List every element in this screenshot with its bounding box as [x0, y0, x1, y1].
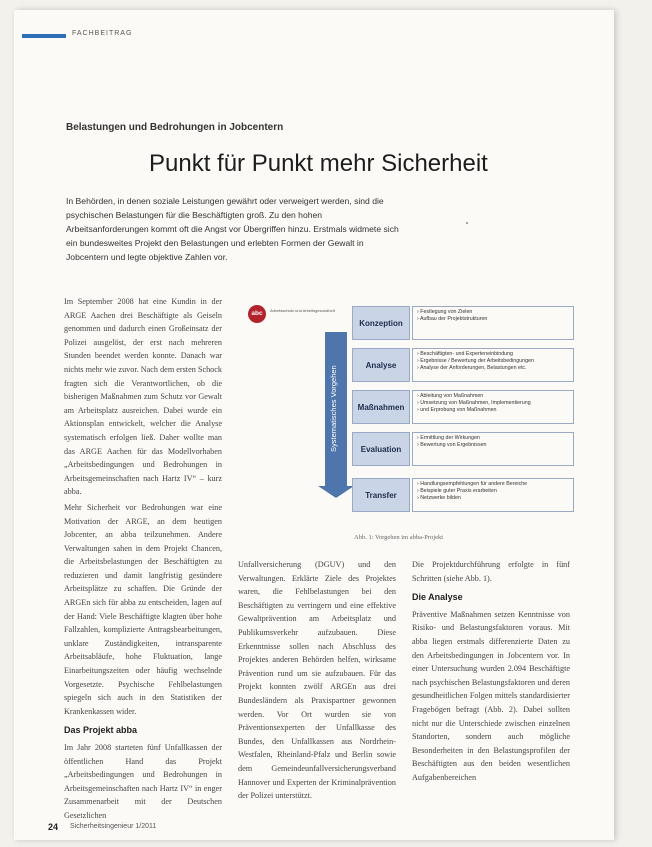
stage-items	[412, 432, 574, 466]
magazine-page	[14, 10, 614, 840]
paragraph: Unfallversicherung (DGUV) und den Verwaltungen. Erklärte Ziele des Projektes waren, die Fehlbelastungen bei den Beschäftigten zu verringern und eine effektive Gewaltprävention am Arbeitsplatz und Publikumsverkehr aufzubauen. Diese Erkenntnisse sollen nach Abschluss des Projektes anderen Behörden helfen, wirksame Prävention rund um sie aufzubauen. Für das Projekt konnten zwölf ARGEn aus drei Bundesländern als Praxispartner gewonnen werden. Vor Ort wurden sie von Präventionsexperten der Unfallkasse des Bundes, den Unfallkassen aus Nordrhein-Westfalen, Rheinland-Pfalz und Berlin sowie dem Gemeindeunfallversicherungsverband Hannover und Experten der Kriminalprävention der Polizei unterstützt.	[238, 560, 396, 801]
stage-item: › Ermittlung der Wirkungen	[417, 435, 480, 441]
stage-name: Konzeption	[352, 306, 410, 340]
arrow-head-icon	[318, 486, 354, 498]
stage-item: › Beispiele guter Praxis erarbeiten	[417, 488, 497, 494]
stage-item: › Netzwerke bilden	[417, 495, 461, 501]
stage-item: › und Erprobung von Maßnahmen	[417, 407, 497, 413]
diagram-stage	[352, 306, 574, 340]
body-column-2	[238, 558, 396, 820]
stage-item: › Umsetzung von Maßnahmen, Implementierung	[417, 400, 531, 406]
paragraph: Mehr Sicherheit vor Bedrohungen war eine Motivation der ARGE, an dem heutigen Jobcenter, an abba teilzunehmen. Andere Verwaltungen sahen in dem Projekt Chancen, die Arbeitsbelastungen der Beschäftigten zu reduzieren und damit langfristig gesündere Arbeitsplätze zu schaffen. Die Gründe der ARGEn sich für abba zu entscheiden, lagen auf der Hand: Viele Beschäftigte klagten über hohe Fallzahlen, komplizierte Antragsbearbeitungen, unklare Zuständigkeiten, intransparente Arbeitsabläufe, hohe Fluktuation, lange Einarbeitungszeiten oder häufig wechselnde Vorgesetzte. Psychische Fehlbelastungen spiegeln sich auch in den Statistiken der Krankenkassen wider.	[64, 502, 222, 716]
process-diagram	[234, 300, 574, 535]
header-accent-bar	[22, 34, 66, 38]
subheading: Die Analyse	[412, 592, 463, 603]
stage-items	[412, 348, 574, 382]
diagram-stage	[352, 478, 574, 512]
stage-item: › Beschäftigten- und Experteneinbindung	[417, 351, 513, 357]
stage-items	[412, 478, 574, 512]
stage-name: Evaluation	[352, 432, 410, 466]
stage-item: › Bewertung von Ergebnissen	[417, 442, 487, 448]
paragraph: Im September 2008 hat eine Kundin in der ARGE Aachen drei Beschäftigte als Geiseln genommen und dadurch einen Großeinsatz der Polizei ausgelöst, der erst nach mehreren Stunden beendet werden konnte. Danach war nichts mehr wie zuvor. Nach dem ersten Schock fragten sich die Verantwortlichen, ob die bisherigen Maßnahmen zum Schutz vor Gewalt am Arbeitsplatz ausreichen. Dabei wurde ein Aktionsplan entwickelt, welcher die Analyse systematisch erfolgen ließ. Daher wollte man das ARGE Aachen für das Modellvorhaben „Arbeitsbedingungen und Bedrohungen in Arbeitsgemeinschaften nach Hartz IV“ – kurz abba.	[64, 297, 222, 497]
subheading: Das Projekt abba	[64, 725, 138, 736]
publication-name: Sicherheitsingenieur 1/2011	[70, 823, 157, 830]
arrow-label: Systematisches Vorgehen	[329, 365, 338, 453]
stage-name: Maßnahmen	[352, 390, 410, 424]
stage-item: › Analyse der Anforderungen, Belastungen etc.	[417, 365, 527, 371]
speck	[466, 222, 468, 224]
stage-items	[412, 306, 574, 340]
paragraph: Die Projektdurchführung erfolgte in fünf Schritten (siehe Abb. 1).	[412, 560, 570, 583]
section-label: FACHBEITRAG	[72, 30, 133, 37]
logo-subtitle: Arbeitsschutz und Arbeitsgesundheit	[270, 308, 335, 313]
stage-item: › Aufbau der Projektstrukturen	[417, 316, 488, 322]
diagram-stage	[352, 348, 574, 382]
page-number: 24	[48, 822, 59, 832]
abba-logo: abc	[248, 305, 266, 323]
diagram-stage	[352, 390, 574, 424]
stage-item: › Handlungsempfehlungen für andere Bereiche	[417, 481, 528, 487]
article-kicker: Belastungen und Bedrohungen in Jobcentern	[66, 122, 284, 133]
stage-name: Transfer	[352, 478, 410, 512]
body-column-1	[64, 295, 222, 820]
stage-item: › Ergebnisse / Bewertung der Arbeitsbedingungen	[417, 358, 534, 364]
stage-item: › Festlegung von Zielen	[417, 309, 473, 315]
diagram-stage	[352, 432, 574, 466]
paragraph: Präventive Maßnahmen setzen Kenntnisse von Risiko- und Belastungsfaktoren voraus. Mit abba liegen erstmals differenzierte Daten zu den Arbeitsbedingungen in Jobcentern vor. In einer Untersuchung wurden 2.094 Beschäftigte nach psychischen Belastungsfaktoren und deren gesundheitlichen Folgen mittels standardisierter Fragebögen befragt (Abb. 2). Dabei sollten nicht nur die Unterschiede zwischen einzelnen Standorten, sondern auch mögliche Besonderheiten in den Belastungsprofilen der Beschäftigten aus den beiden wesentlichen Aufgabenbereichen	[412, 609, 570, 782]
body-column-3	[412, 558, 570, 820]
article-lead: In Behörden, in denen soziale Leistungen gewährt oder verweigert werden, sind die psychischen Belastungen für die Beschäftigten groß. Zu den hohen Arbeitsanforderungen kommt oft die Angst vor Übergriffen hinzu. Erstmals widmete sich ein bundesweites Projekt den Belastungen und erlebten Formen der Gewalt in Jobcentern und legte objektive Zahlen vor.	[66, 196, 399, 262]
figure-caption: Abb. 1: Vorgehen im abba-Projekt	[354, 534, 444, 541]
stage-item: › Ableitung von Maßnahmen	[417, 393, 484, 399]
stage-name: Analyse	[352, 348, 410, 382]
stage-items	[412, 390, 574, 424]
paragraph: Im Jahr 2008 starteten fünf Unfallkassen der öffentlichen Hand das Projekt „Arbeitsbedingungen und Bedrohungen in Arbeitsgemeinschaften nach Hartz IV“ in enger Zusammenarbeit mit der Deutschen Gesetzlichen	[64, 743, 222, 820]
article-title: Punkt für Punkt mehr Sicherheit	[149, 150, 488, 177]
